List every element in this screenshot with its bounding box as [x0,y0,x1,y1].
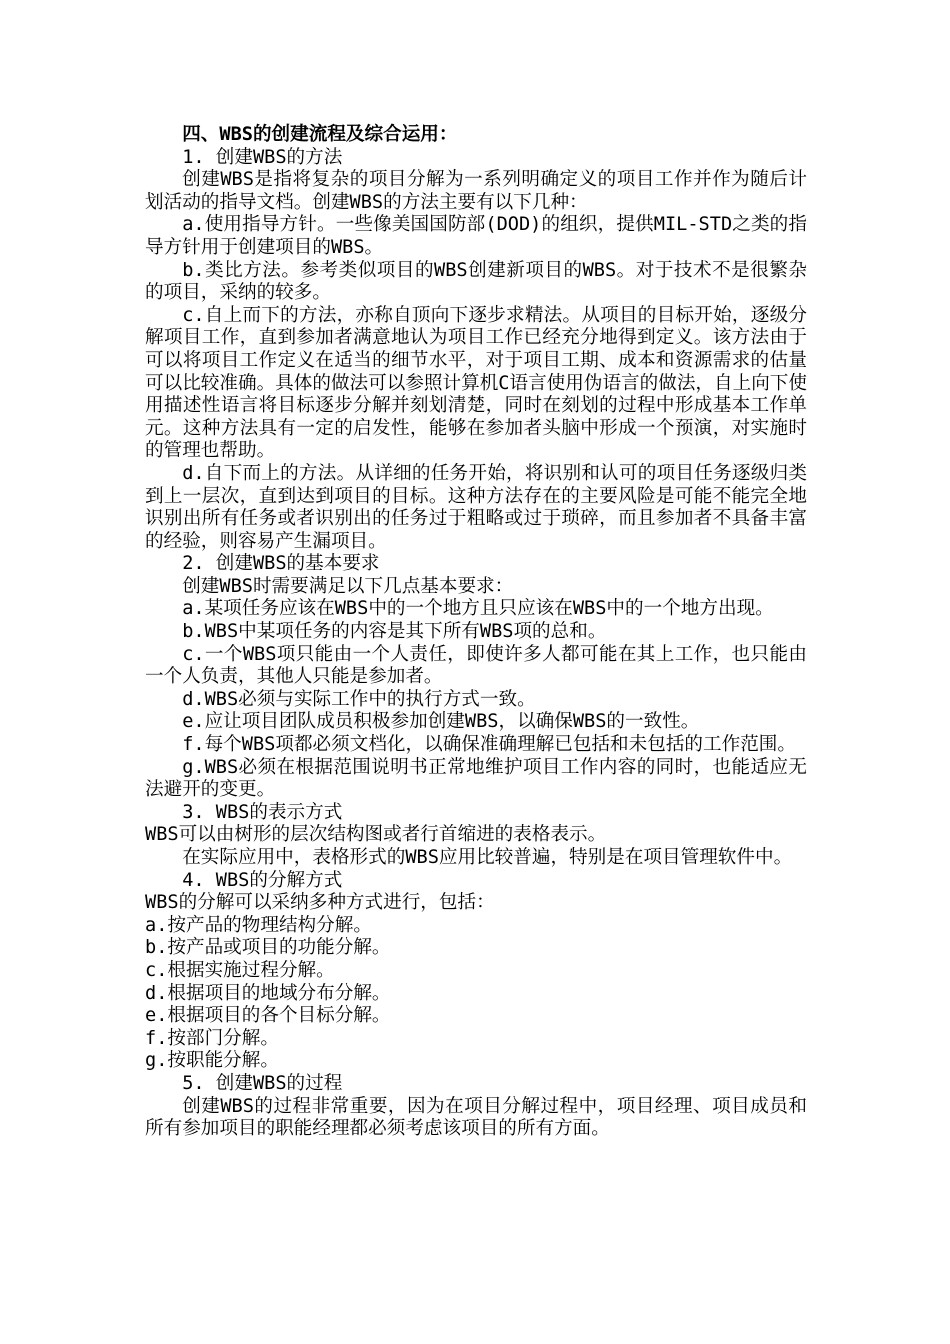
paragraph: b.WBS中某项任务的内容是其下所有WBS项的总和。 [182,621,607,643]
paragraph: a.按产品的物理结构分解。 [145,914,372,936]
paragraph: c.一个WBS项只能由一个人责任，即使许多人都可能在其上工作，也只能由一个人负责，其他人只能是参加者。 [145,643,807,688]
paragraph: 3. WBS的表示方式 [182,801,343,823]
paragraph: d.自下而上的方法。从详细的任务开始，将识别和认可的项目任务逐级归类到上一层次，直到达到项目的目标。这种方法存在的主要风险是可能不能完全地识别出所有任务或者识别出的任务过于粗略或过于琐碎，而且参加者不具备丰富的经验，则容易产生漏项目。 [145,462,807,552]
paragraph: f.按部门分解。 [145,1027,279,1049]
paragraph: 创建WBS的过程非常重要，因为在项目分解过程中，项目经理、项目成员和所有参加项目的职能经理都必须考虑该项目的所有方面。 [145,1095,807,1140]
paragraph: a.使用指导方针。一些像美国国防部(DOD)的组织，提供MIL-STD之类的指导方针用于创建项目的WBS。 [145,214,807,258]
paragraph-list [145,147,807,1141]
paragraph: WBS的分解可以采纳多种方式进行，包括： [145,892,495,914]
paragraph: c.自上而下的方法，亦称自顶向下逐步求精法。从项目的目标开始，逐级分解项目工作，直到参加者满意地认为项目工作已经充分地得到定义。该方法由于可以将项目工作定义在适当的细节水平，对于项目工期、成本和资源需求的估量可以比较准确。具体的做法可以参照计算机C语言使用伪语言的做法，自上向下使用描述性语言将目标逐步分解并刻划清楚，同时在刻划的过程中形成基本工作单元。这种方法具有一定的启发性，能够在参加者头脑中形成一个预演，对实施时的管理也帮助。 [145,304,807,462]
paragraph: 创建WBS是指将复杂的项目分解为一系列明确定义的项目工作并作为随后计划活动的指导文档。创建WBS的方法主要有以下几种： [145,169,807,213]
paragraph: 创建WBS时需要满足以下几点基本要求： [182,575,514,597]
paragraph: b.类比方法。参考类似项目的WBS创建新项目的WBS。对于技术不是很繁杂的项目，采纳的较多。 [145,259,807,304]
paragraph: d.WBS必须与实际工作中的执行方式一致。 [182,688,536,710]
paragraph: WBS可以由树形的层次结构图或者行首缩进的表格表示。 [145,824,607,846]
paragraph: 1. 创建WBS的方法 [182,146,343,168]
paragraph: 2. 创建WBS的基本要求 [182,553,380,575]
paragraph: f.每个WBS项都必须文档化，以确保准确理解已包括和未包括的工作范围。 [182,734,796,756]
paragraph: e.根据项目的各个目标分解。 [145,1005,391,1027]
paragraph: 5. 创建WBS的过程 [182,1072,343,1094]
paragraph: d.根据项目的地域分布分解。 [145,982,391,1004]
paragraph: 在实际应用中，表格形式的WBS应用比较普遍，特别是在项目管理软件中。 [182,847,793,868]
paragraph: 4. WBS的分解方式 [182,869,343,891]
paragraph: c.根据实施过程分解。 [145,959,335,981]
section-title: 四、WBS的创建流程及综合运用： [182,124,458,145]
paragraph: g.按职能分解。 [145,1050,279,1072]
paragraph: g.WBS必须在根据范围说明书正常地维护项目工作内容的同时，也能适应无法避开的变更。 [145,756,807,801]
paragraph: b.按产品或项目的功能分解。 [145,937,391,959]
document-body [145,124,807,1141]
paragraph: e.应让项目团队成员积极参加创建WBS，以确保WBS的一致性。 [182,711,700,733]
paragraph: a.某项任务应该在WBS中的一个地方且只应该在WBS中的一个地方出现。 [182,598,774,620]
